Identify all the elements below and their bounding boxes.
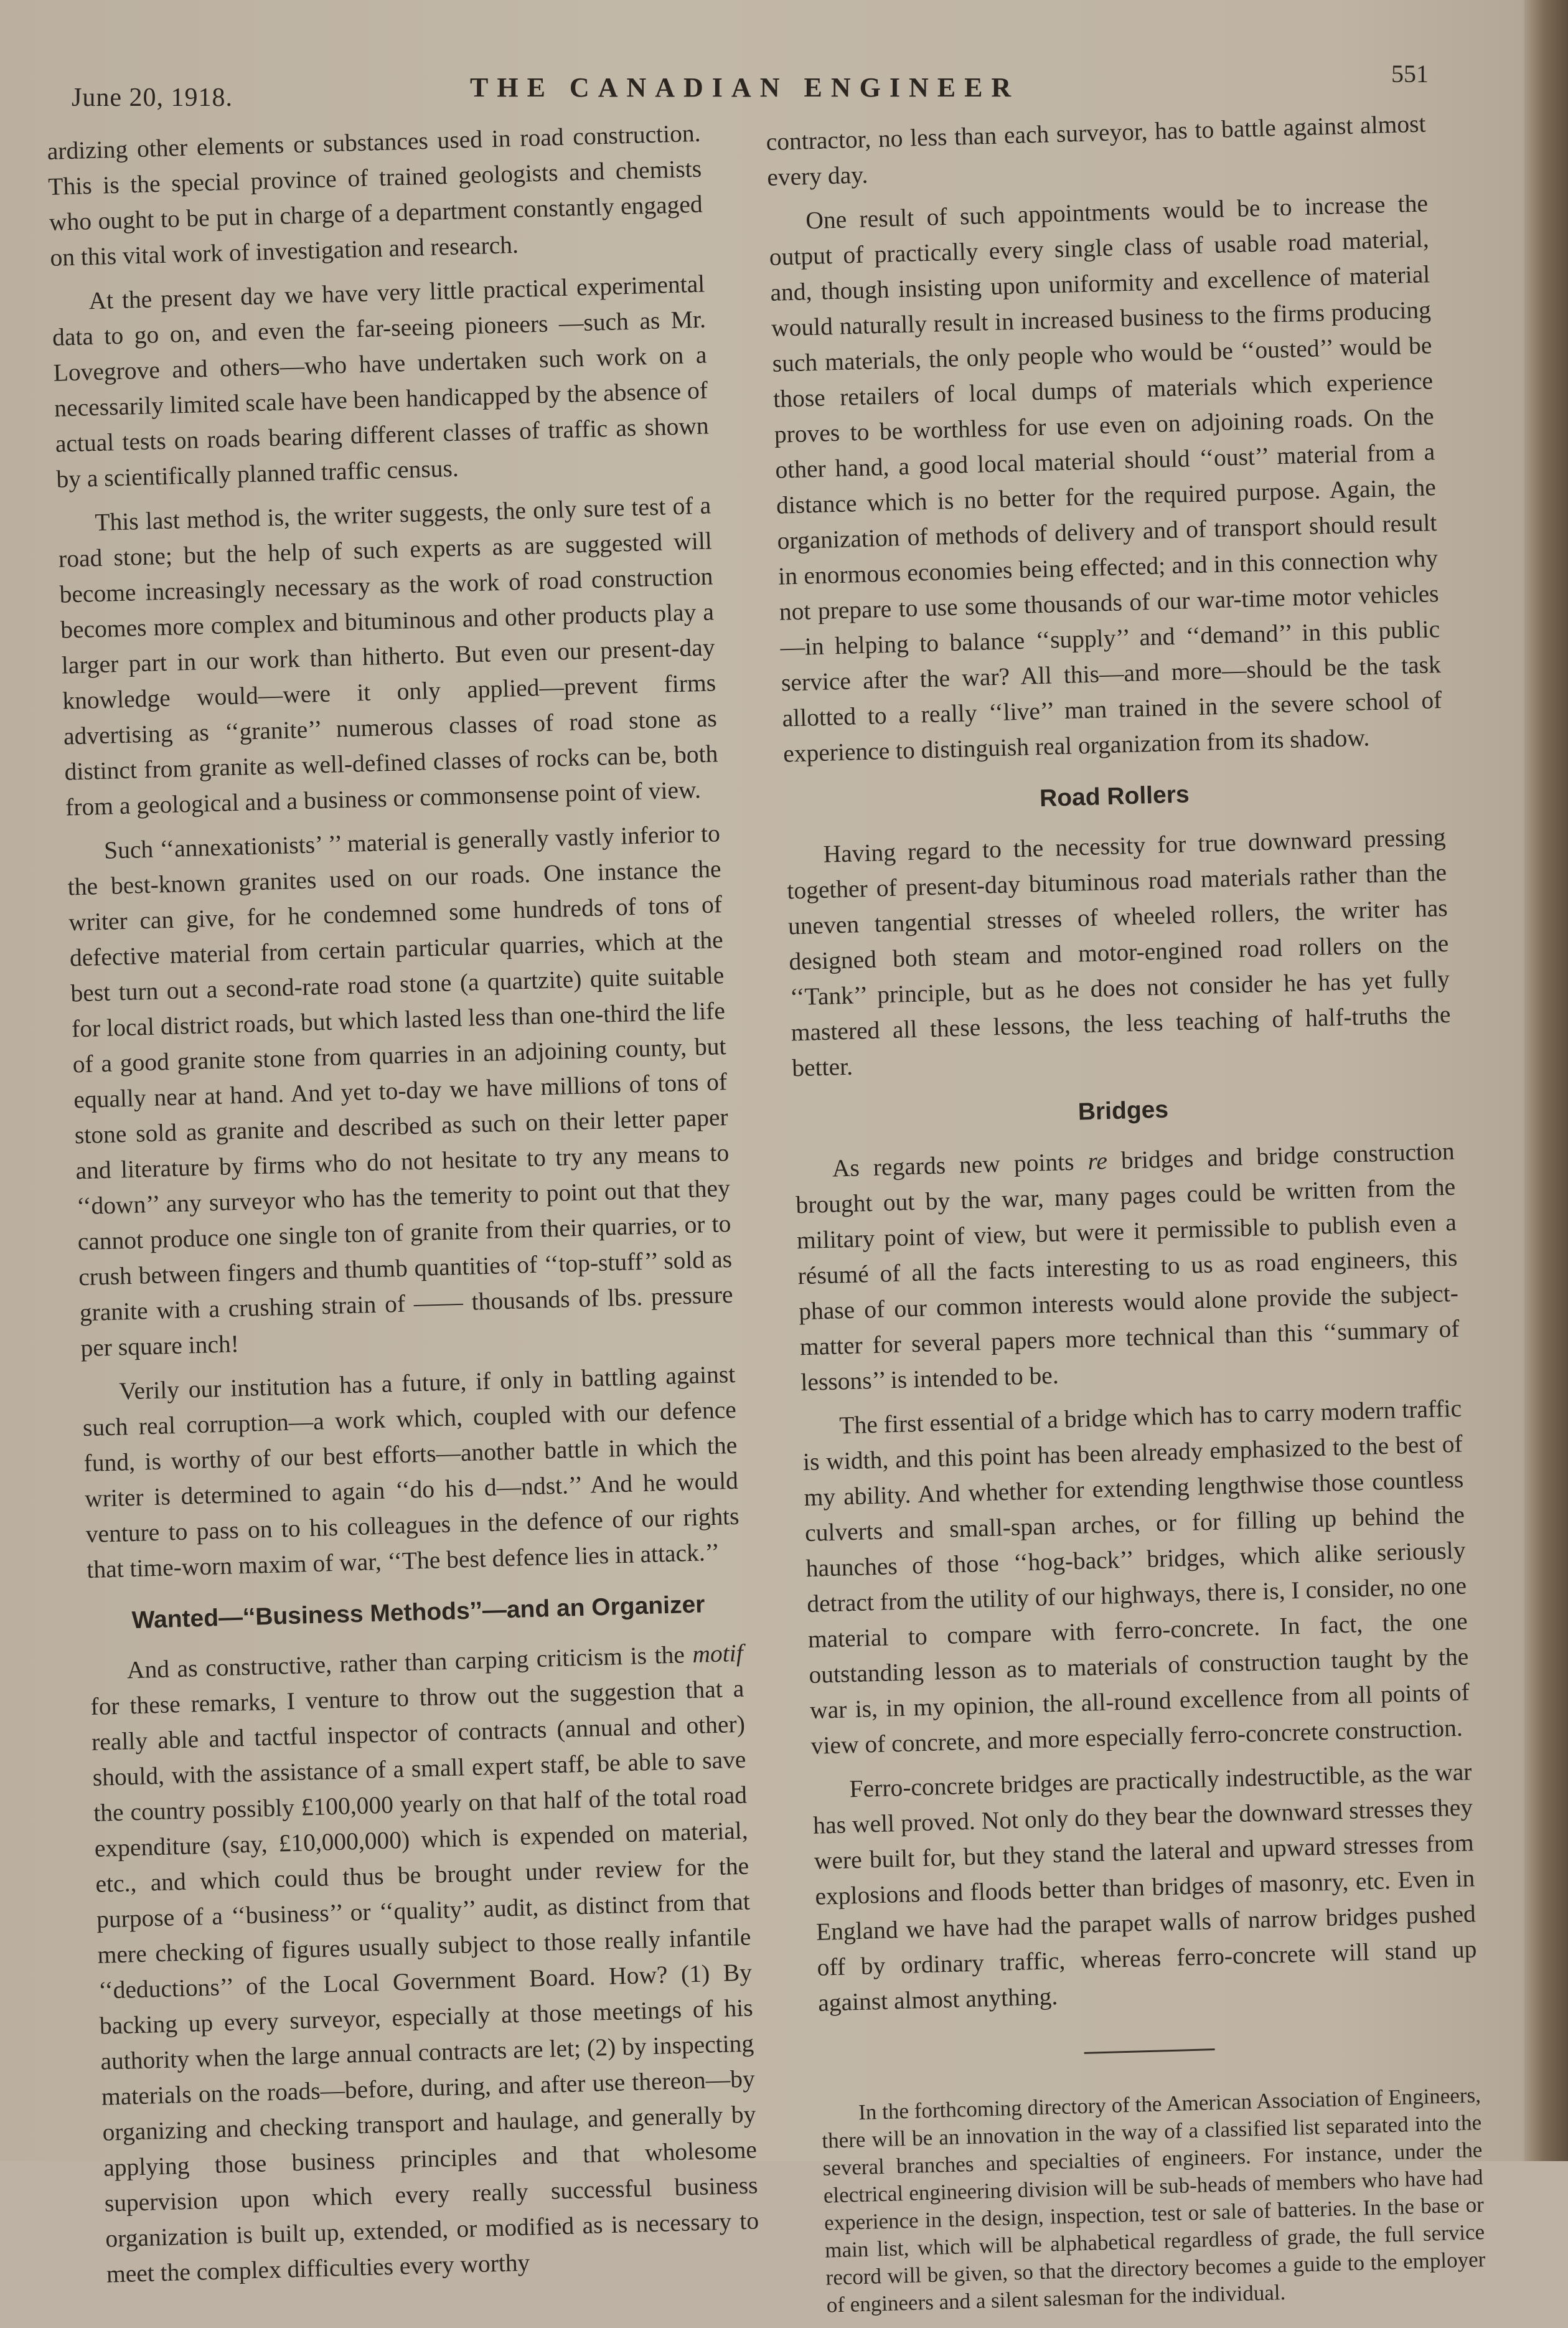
paragraph: This last method is, the writer suggests, the only sure test of a road stone; but the help of such experts as are suggested will become increasingly necessary as the work of road construction becomes more complex and bituminous and other products play a larger part in our work than hitherto. But even our present-day knowledge would—were it only applied—prevent firms advertising as ‘‘granite’’ numerous classes of road stone as distinct from granite as well-defined classes of rocks can be, both from a geological and a business or commonsense point of view.: [58, 491, 718, 821]
text-run: bridges and bridge construction brought out by the war, many pages could be written from the military point of view, but were it permissible to publish even a résumé of all the facts interesting to us as road engineers, this phase of our common interests would alone provide the subject-matter for several papers more technical than this ‘‘summary of lessons’’ is intended to be.: [795, 1137, 1460, 1397]
paragraph: [794, 1134, 1461, 1400]
paragraph: contractor, no less than each surveyor, has to battle against almost every day.: [766, 110, 1426, 191]
news-note: In the forthcoming directory of the American Association of Engineers, there will be an innovation in the way of a classified list separated into the several branches and specialties of engineers. For instance, under the electrical engineering division will be sub-heads of members who have had experience in the design, inspection, test or sale of batteries. In the base or main list, which will be alphabetical regardless of grade, the full service record will be given, so that the directory becomes a guide to the employer of engineers and a silent salesman for the individual.: [821, 2083, 1486, 2317]
section-heading-road-rollers: Road Rollers: [1039, 781, 1190, 813]
paragraph: [89, 1636, 760, 2293]
page-binding-edge: [1524, 0, 1568, 2161]
paragraph: Having regard to the necessity for true downward pressing together of present-day bituminous road materials rather than the uneven tangential stresses of wheeled rollers, the writer has designed both steam and motor-engined road rollers on the ‘‘Tank’’ principle, but as he does not consider he has yet fully mastered all these lessons, the less teaching of half-truths the better.: [786, 822, 1451, 1082]
paragraph: The first essential of a bridge which has to carry modern traffic is width, and this point has been already emphasized to the best of my ability. And whether for extending lengthwise those countless culverts and small-span arches, or for filling up behind the haunches of those ‘‘hog-back’’ bridges, which alike seriously detract from the utility of our highways, there is, I consider, no one material to compare with ferro-concrete. In fact, the one outstanding lesson as to materials of construction taught by the war is, in my opinion, the all-round excellence from all points of view of concrete, and more especially ferro-concrete construction.: [802, 1394, 1470, 1760]
text-run: As regards new points: [832, 1148, 1089, 1182]
paragraph: At the present day we have very little practical experimental data to go on, and even the far-seeing pioneers —such as Mr. Lovegrove and others—who have undertaken such work on a necessarily limited scale have been handicapped by the absence of actual tests on roads bearing different classes of traffic as shown by a scientifically planned traffic census.: [52, 270, 710, 493]
paragraph: Ferro-concrete bridges are practically indestructible, as the war has well proved. Not only do they bear the downward stresses they were built for, but they stand the lateral and upward stresses from explosions and floods better than bridges of masonry, etc. Even in England we have had the parapet walls of narrow bridges pushed off by ordinary traffic, whereas ferro-concrete will stand up against almost anything.: [812, 1758, 1477, 2017]
section-heading-business-methods: Wanted—‘‘Business Methods’’—and an Organizer: [131, 1591, 705, 1634]
paragraph: Such ‘‘annexationists’ ’’ material is generally vastly inferior to the best-known granites used on our roads. One instance the writer can give, for he condemned some hundreds of tons of defective material from certain particular quarries, which at the best turn out a second-rate road stone (a quartzite) quite suitable for local district roads, but which lasted less than one-third the life of a good granite stone from quarries in an adjoining county, but equally near at hand. And yet to-day we have millions of tons of stone sold as granite and described as such on their letter paper and literature by firms who do not hesitate to try any means to ‘‘down’’ any surveyor who has the temerity to point out that they cannot produce one single ton of granite from their quarries, or to crush between fingers and thumb quantities of ‘‘top-stuff’’ sold as granite with a crushing strain of —— thousands of lbs. pressure per square inch!: [67, 819, 734, 1362]
journal-title: THE CANADIAN ENGINEER: [470, 72, 1020, 103]
paragraph: One result of such appointments would be to increase the output of practically every single class of usable road material, and, though insisting upon uniformity and excellence of material would naturally result in increased business to the firms producing such materials, the only people who would be ‘‘ousted’’ would be those retailers of local dumps of materials which experience proves to be worthless for use even on adjoining roads. On the other hand, a good local material should ‘‘oust’’ material from a distance which is no better for the required purpose. Again, the organization of methods of delivery and of transport should result in enormous economies being effected; and in this connection why not prepare to use some thousands of our war-time motor vehicles—in helping to balance ‘‘supply’’ and ‘‘demand’’ in this public service after the war? All this—and more—should be the task allotted to a really ‘‘live’’ man trained in the severe school of experience to distinguish real organization from its shadow.: [769, 189, 1442, 768]
section-divider: [1084, 2048, 1215, 2054]
section-heading-bridges: Bridges: [1077, 1096, 1169, 1126]
page-header: [72, 59, 1429, 115]
paragraph: ardizing other elements or substances used in road construction. This is the special province of trained geologists and chemists who ought to be put in charge of a department constantly engaged on this vital work of investigation and research.: [47, 119, 703, 271]
page-number: 551: [1391, 60, 1429, 88]
italic-word: motif: [692, 1639, 744, 1668]
text-run: for these remarks, I venture to throw out the suggestion that a really able and tactful inspector of contracts (annual and other) should, with the assistance of a small expert staff, be able to save the country possibly £100,000 yearly on that half of the total road expenditure (say, £10,000,000) which is expended on material, etc., and which could thus be brought under review for the purpose of a ‘‘business’’ or ‘‘quality’’ audit, as distinct from that mere checking of figures usually subject to those really infantile ‘‘deductions’’ of the Local Government Board. How? (1) By backing up every surveyor, especially at those meetings of his authority when the large annual contracts are let; (2) by inspecting materials on the roads—before, during, and after use thereon—by organizing and checking transport and haulage, and generally by applying those business principles and that wholesome supervision upon which every really successful business organization is built up, extended, or modified as is necessary to meet the complex difficulties every worthy: [90, 1674, 759, 2288]
left-column: [47, 116, 761, 2301]
issue-date: June 20, 1918.: [72, 83, 233, 112]
right-column: [766, 106, 1486, 2327]
text-run: And as constructive, rather than carping criticism is the: [126, 1640, 693, 1684]
italic-word: re: [1087, 1147, 1108, 1176]
paragraph: Verily our institution has a future, if only in battling against such real corruption—a work which, coupled with our defence fund, is worthy of our best efforts—another battle in which the writer is determined to again ‘‘do his d—ndst.’’ And he would venture to pass on to his colleagues in the defence of our rights that time-worn maxim of war, ‘‘The best defence lies in attack.’’: [82, 1360, 740, 1584]
